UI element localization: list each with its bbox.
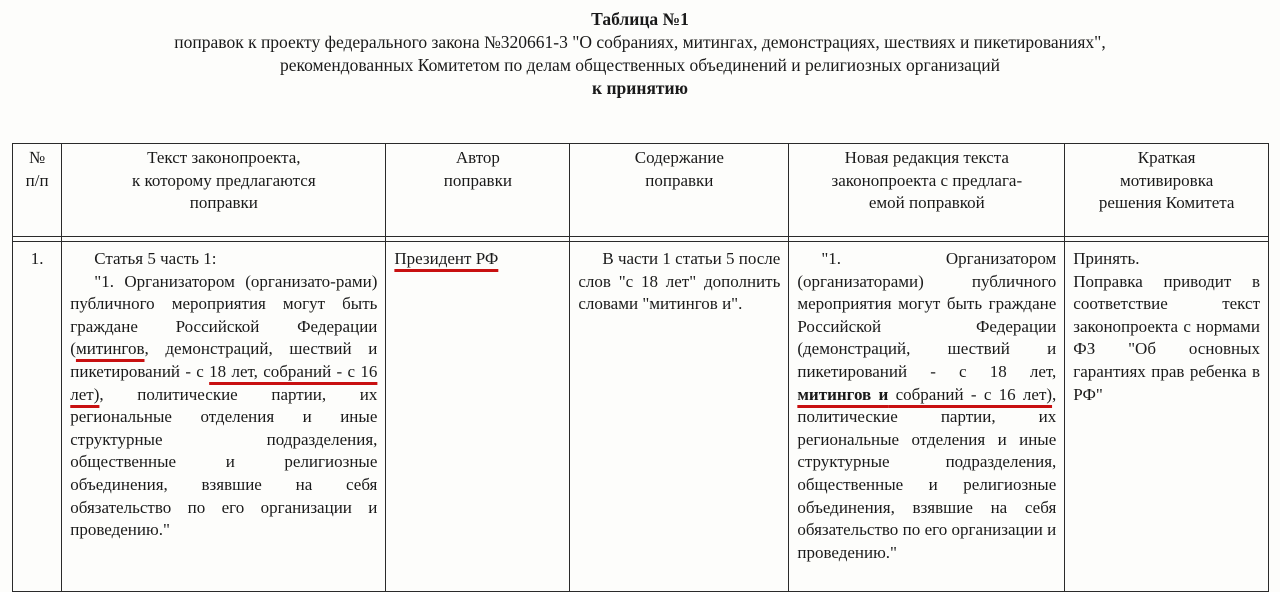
row-motivation xyxy=(1065,242,1269,592)
header-new-text: Новая редакция текста законопроекта с предлага- емой поправкой xyxy=(789,144,1065,237)
row-bill-text xyxy=(62,242,386,592)
document-subtitle-line3: к принятию xyxy=(592,78,688,98)
header-author: Автор поправки xyxy=(386,144,570,237)
row-content: В части 1 статьи 5 после слов "с 18 лет" дополнить словами "митингов и". xyxy=(570,242,789,592)
new-text-body: "1. Организатором (организаторами) публичного мероприятия могут быть граждане Российской Федерации (демонстраций, шествий и пикетирований - с 18 лет, митингов и собраний - с 16 лет), политические партии, их региональные отделения и иные структурные подразделения, общественные и религиозные объединения, взявшие на себя обязательство по его организации и проведению." xyxy=(797,249,1057,562)
motivation-text: Поправка приводит в соответствие текст законопроекта с нормами ФЗ "Об основных гарантиях прав ребенка в РФ" xyxy=(1073,271,1260,404)
row-num: 1. xyxy=(13,242,62,592)
author-name: Президент РФ xyxy=(394,249,499,268)
document-subtitle-line1: поправок к проекту федерального закона №320661-3 "О собраниях, митингах, демонстрациях, шествиях и пикетированиях", xyxy=(174,32,1106,52)
row-new-text xyxy=(789,242,1065,592)
highlight-mitingov: митингов xyxy=(75,339,145,359)
document-header xyxy=(0,8,1280,100)
decision-text: Принять. xyxy=(1073,249,1140,268)
table-header-row xyxy=(13,144,1269,237)
row-author xyxy=(386,242,570,592)
header-motivation: Краткая мотивировка решения Комитета xyxy=(1065,144,1269,237)
table-row xyxy=(13,242,1269,592)
document-title: Таблица №1 xyxy=(591,9,689,29)
bill-text-title: Статья 5 часть 1: xyxy=(94,249,217,268)
document-subtitle-line2: рекомендованных Комитетом по делам общественных объединений и религиозных организаций xyxy=(279,55,1000,75)
highlight-age: 18 лет, собраний - с 16 лет) xyxy=(70,361,378,404)
header-bill-text: Текст законопроекта, к которому предлагаются поправки xyxy=(62,144,386,237)
header-content: Содержание поправки xyxy=(570,144,789,237)
header-num: № п/п xyxy=(13,144,62,237)
amendments-table xyxy=(12,143,1269,592)
bill-text-body: "1. Организатором (организато-рами) публичного мероприятия могут быть граждане Российской Федерации (митингов, демонстраций, шествий и пикетирований - с 18 лет, собраний - с 16 лет), политические партии, их региональные отделения и иные структурные подразделения, общественные и религиозные объединения, взявшие на себя обязательство по его организации и проведению." xyxy=(70,271,378,540)
highlight-new-text: митингов и собраний - с 16 лет) xyxy=(797,384,1053,404)
